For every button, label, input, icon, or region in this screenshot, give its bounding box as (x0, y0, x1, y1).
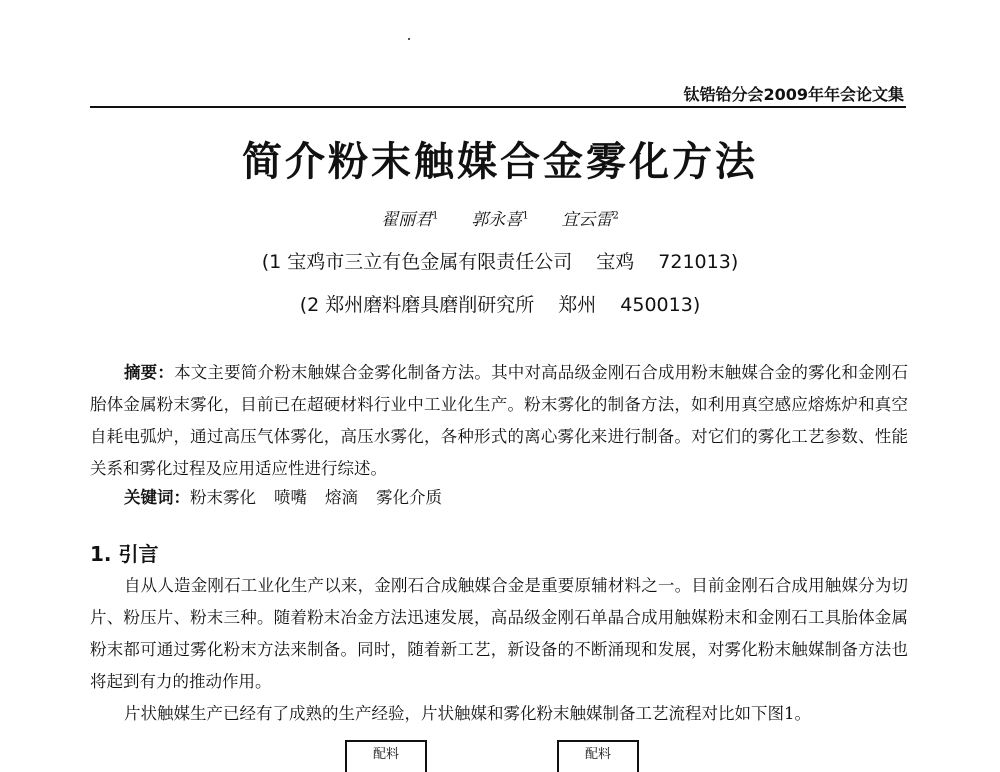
scan-speck (408, 38, 410, 40)
author-affil-mark: 1 (522, 210, 529, 222)
affiliation-org: (2 郑州磨料磨具磨削研究所 (299, 294, 535, 316)
author-name: 翟丽君 (381, 210, 433, 230)
running-header: 钛锆铪分会2009年年会论文集 (683, 85, 904, 104)
author-affil-mark: 1 (432, 210, 439, 222)
affiliation (0, 290, 1000, 317)
affiliation (0, 247, 1000, 274)
paper-title: 简介粉末触媒合金雾化方法 (242, 138, 758, 185)
keywords-label: 关键词： (124, 488, 190, 507)
affiliation-zip: 721013) (658, 251, 739, 273)
keyword: 雾化介质 (376, 488, 442, 507)
author-name: 宜云雷 (561, 210, 613, 230)
keyword: 粉末雾化 (190, 488, 256, 507)
keyword: 喷嘴 (274, 488, 307, 507)
flowchart-box: 配料 (557, 740, 639, 772)
affiliation-org: (1 宝鸡市三立有色金属有限责任公司 (261, 251, 573, 273)
author-list (0, 205, 1000, 230)
affiliation-zip: 450013) (620, 294, 701, 316)
abstract-label: 摘要： (124, 363, 175, 382)
flowchart-box: 配料 (345, 740, 427, 772)
keywords (124, 484, 460, 508)
author-name: 郭永喜 (471, 210, 523, 230)
abstract-text: 本文主要简介粉末触媒合金雾化制备方法。其中对高品级金刚石合成用粉末触媒合金的雾化和金刚石胎体金属粉末雾化，目前已在超硬材料行业中工业化生产。粉末雾化的制备方法，如利用真空感应熔炼炉和真空自耗电弧炉，通过高压气体雾化，高压水雾化，各种形式的离心雾化来进行制备。对它们的雾化工艺参数、性能关系和雾化过程及应用适应性进行综述。 (90, 363, 909, 478)
author-affil-mark: 2 (612, 210, 619, 222)
affiliation-city: 宝鸡 (596, 251, 635, 273)
body-paragraph: 片状触媒生产已经有了成熟的生产经验，片状触媒和雾化粉末触媒制备工艺流程对比如下图1。 (124, 704, 811, 723)
keyword: 熔滴 (325, 488, 358, 507)
abstract (90, 357, 908, 485)
body-paragraph: 自从人造金刚石工业化生产以来，金刚石合成触媒合金是重要原辅材料之一。目前金刚石合成用触媒分为切片、粉压片、粉末三种。随着粉末冶金方法迅速发展，高品级金刚石单晶合成用触媒粉末和金刚石工具胎体金属粉末都可通过雾化粉末方法来制备。同时，随着新工艺，新设备的不断涌现和发展，对雾化粉末触媒制备方法也将起到有力的推动作用。 (90, 576, 908, 691)
section-heading: 1. 引言 (90, 542, 159, 566)
header-rule (90, 106, 906, 108)
affiliation-city: 郑州 (558, 294, 597, 316)
